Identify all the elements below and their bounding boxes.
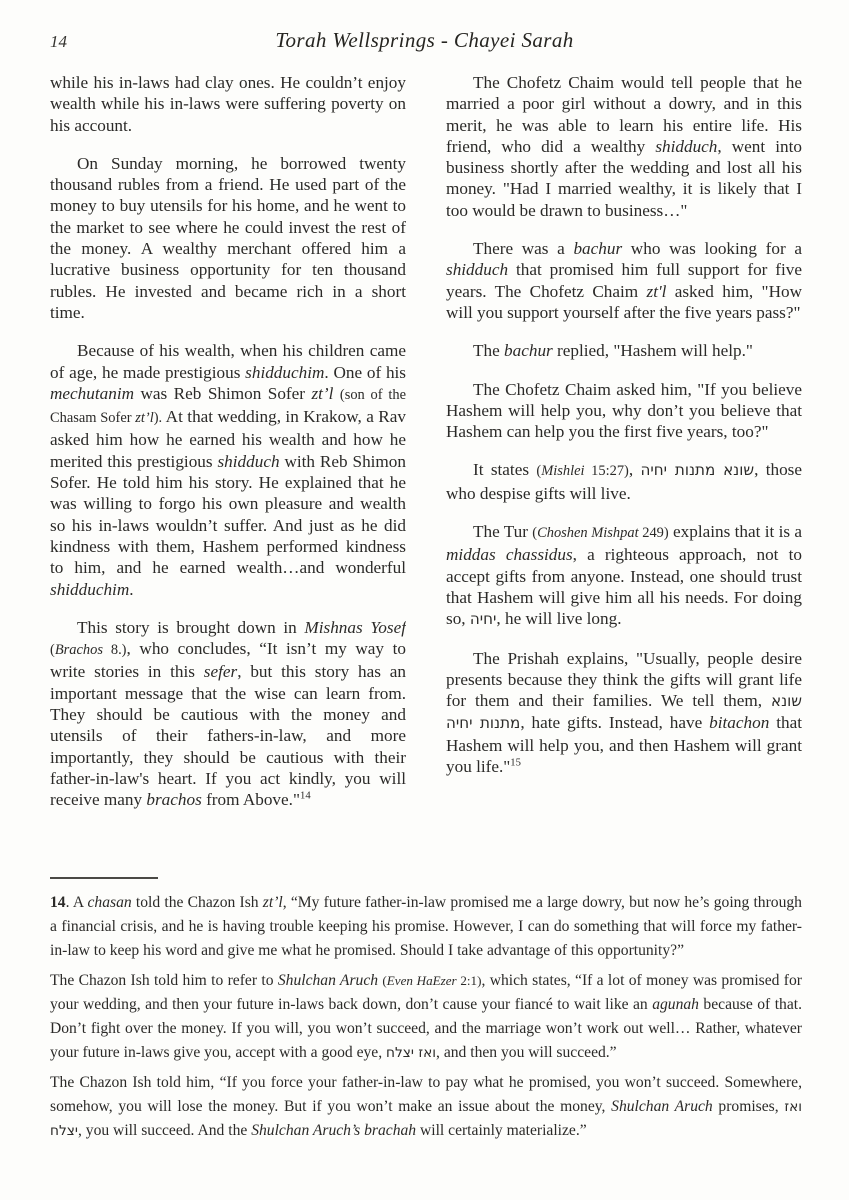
footnote-separator [50, 877, 158, 879]
paragraph [50, 1071, 802, 1143]
hebrew-phrase: שונא מתנות יחיה [640, 461, 755, 480]
text-segment: replied, "Hashem will help." [552, 341, 753, 361]
text-segment: because of that. Don’t fight over the money. If you will, you won’t succeed, and the marriage won’t work out well… Rather, whatever your future in-laws give you, accept with a good eye, [50, 996, 802, 1061]
text-segment: , and then you will succeed.” [436, 1044, 617, 1061]
right-column [446, 72, 802, 870]
text-segment: The Tur [473, 522, 533, 542]
text-segment: shidduchim [50, 579, 130, 599]
text-segment: . [129, 579, 134, 599]
hebrew-phrase: שונא מתנות יחיה [446, 692, 802, 733]
text-segment: middas chassidus [446, 545, 573, 565]
text-segment: , those who despise gifts will live. [446, 460, 802, 503]
text-segment: , hate gifts. Instead, have [520, 713, 710, 733]
text-segment: ( [536, 463, 542, 480]
text-segment: promises, [712, 1098, 785, 1115]
text-segment: . One of his [324, 362, 406, 382]
text-segment: that promised him full support for five years. The Chofetz Chaim [446, 260, 802, 301]
paragraph [446, 459, 802, 504]
text-segment: The Chofetz Chaim would tell people that he married a poor girl without a dowry, and in this merit, he was able to learn his entire life. His friend, who did a wealthy [446, 73, 802, 156]
text-segment: chasan [87, 894, 132, 911]
page-title: Torah Wellsprings - Chayei Sarah [275, 28, 574, 52]
paragraph [50, 617, 406, 811]
text-segment: ). [153, 410, 163, 427]
text-segment: sefer [203, 662, 238, 682]
footnote-ref-15: 15 [510, 757, 521, 769]
text-segment: who was looking for a [622, 239, 802, 259]
text-segment: ( [50, 642, 55, 659]
text-segment: Shulchan Aruch’s brachah [251, 1122, 417, 1139]
text-segment: On Sunday morning, he borrowed twenty thousand rubles from a friend. He used part of the money to buy utensils for his home, and he went to the market to see where he could invest the rest of the money. A wealthy merchant offered him a lucrative business opportunity for ten thousand rubles. He invested and became rich in a short time. [50, 153, 406, 322]
paragraph [50, 969, 802, 1065]
paragraph [446, 238, 802, 323]
text-segment: The [473, 341, 505, 361]
text-segment: , who concludes, “It isn’t my way to write stories in this [50, 639, 406, 682]
text-segment: Because of his wealth, when his children came of age, he made prestigious [50, 341, 406, 382]
text-segment: , which states, “If a lot of money was promised for your wedding, and then your future in-laws back down, don’t cause your fiancé to wait like an [50, 972, 802, 1013]
text-segment: Shulchan Aruch [611, 1098, 713, 1115]
text-segment: There was a [473, 239, 574, 259]
text-segment: , went into business shortly after the wedding and lost all his money. "Had I married wealthy, it is likely that I too would be drawn to business…" [446, 136, 802, 220]
text-segment: (son of the Chasam Sofer [50, 386, 406, 427]
paragraph [446, 72, 802, 221]
hebrew-phrase: ואז יצלח [386, 1045, 437, 1061]
article-body [50, 72, 802, 870]
footnote-ref-14: 14 [299, 790, 311, 802]
text-segment: ( [382, 973, 387, 988]
text-segment: mechutanim [50, 383, 135, 403]
text-segment: explains that it is a [668, 522, 802, 542]
text-segment: zt’l [311, 383, 334, 403]
left-column [50, 72, 406, 870]
text-segment: asked him, "How will you support yourself after the five years pass?" [446, 281, 802, 322]
paragraph [50, 891, 802, 963]
text-segment: told the Chazon Ish [131, 894, 263, 911]
text-segment: 2:1) [456, 973, 482, 988]
text-segment: , he will live long. [496, 609, 622, 629]
paragraph [446, 340, 802, 361]
text-segment: agunah [652, 996, 699, 1013]
text-segment: while his in-laws had clay ones. He couldn’t enjoy wealth while his in-laws were suffering poverty on his account. [50, 73, 406, 135]
text-segment: The Prishah explains, "Usually, people desire presents because they think the gifts will grant life for them and their families. We tell them, [446, 648, 802, 711]
text-segment: that Hashem will help you, and then Hashem will grant you life." [446, 713, 802, 777]
page-number: 14 [50, 32, 67, 51]
text-segment: , a righteous approach, not to accept gifts from anyone. Instead, one should trust that Hashem will give him all his needs. For doing so, [446, 545, 802, 629]
text-segment: 249) [638, 525, 669, 542]
text-segment: shidduchim [245, 362, 325, 382]
text-segment: bachur [573, 239, 623, 259]
text-segment: brachos [146, 790, 202, 810]
footnotes-section [50, 891, 802, 1191]
text-segment: The Chazon Ish told him, “If you force your father-in-law to pay what he promised, you won’t succeed. Somewhere, somehow, you will lose the money. But if you won’t make an issue about the money, [50, 1074, 802, 1115]
text-segment: 15:27) [584, 463, 629, 480]
paragraph [446, 648, 802, 778]
text-segment: will certainly materialize.” [416, 1122, 587, 1139]
text-segment: , “My future father-in-law promised me a large dowry, but now he’s going through a financial crisis, and he is having trouble keeping his promise. However, I can do something that will force my father-in-law to keep his word and give me what he promised. Should I take advantage of this opportunity?” [50, 894, 802, 959]
text-segment: The Chazon Ish told him to refer to [50, 972, 278, 989]
text-segment: zt’l [135, 410, 154, 427]
text-segment: Choshen Mishpat [537, 525, 639, 542]
hebrew-phrase: ואז יצלח [50, 1099, 802, 1139]
text-segment: Mishlei [541, 463, 585, 480]
paragraph [446, 521, 802, 630]
text-segment: zt'l [646, 281, 667, 301]
text-segment: Mishnas Yosef [304, 617, 406, 637]
text-segment: , but this story has an important message that the wise can learn from. They should be cautious with the money and utensils of their fathers-in-law, and more importantly, they should be cautious with their father-in-law's heart. If you act kindly, you will receive many [50, 662, 406, 810]
text-segment: This story is brought down in [77, 617, 305, 637]
page-header [50, 24, 799, 58]
paragraph [50, 153, 406, 323]
text-segment: It states [473, 460, 537, 480]
text-segment: bachur [504, 341, 553, 361]
paragraph [50, 72, 406, 136]
text-segment: Brachos [54, 642, 103, 659]
paragraph [50, 340, 406, 600]
hebrew-phrase: יחיה [469, 610, 497, 629]
text-segment: , [628, 460, 641, 480]
text-segment: , you will succeed. And the [77, 1122, 252, 1139]
text-segment: At that wedding, in Krakow, a Rav asked him how he earned his wealth and how he merited this prestigious [50, 407, 406, 471]
footnote-number: 14 [50, 894, 66, 911]
text-segment: with Reb Shimon Sofer. He told him his story. He explained that he was willing to forgo his own pleasure and wealth so his in-laws wouldn’t suffer. And just as he did kindness with them, Hashem performed kindness to him, and he earned wealth…and wonderful [50, 451, 406, 578]
text-segment: bitachon [709, 713, 770, 733]
paragraph [446, 379, 802, 443]
text-segment: zt’l [262, 894, 283, 911]
text-segment: shidduch [655, 136, 718, 156]
text-segment: shidduch [217, 451, 280, 471]
text-segment: 8.) [102, 642, 127, 659]
text-segment: shidduch [446, 260, 509, 280]
text-segment: . A [65, 894, 88, 911]
text-segment: Shulchan Aruch [277, 972, 379, 989]
text-segment: from Above." [201, 790, 300, 810]
text-segment: ( [532, 525, 538, 542]
text-segment: was Reb Shimon Sofer [134, 383, 312, 403]
text-segment: The Chofetz Chaim asked him, "If you believe Hashem will help you, why don’t you believe that Hashem can help you the first five years, too?" [446, 379, 802, 442]
text-segment: Even HaEzer [386, 973, 457, 988]
